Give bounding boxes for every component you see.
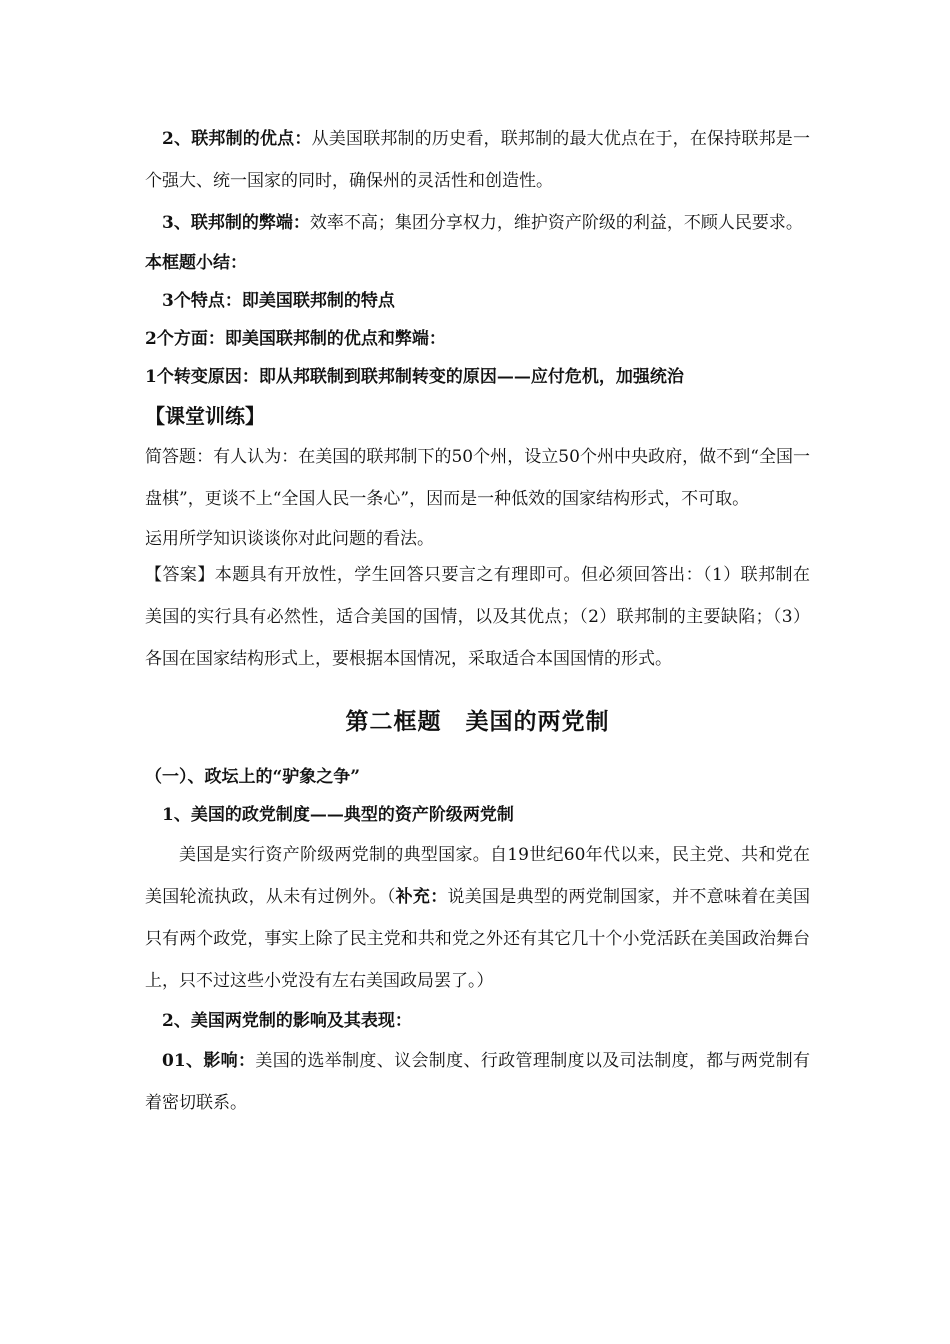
training-prompt: 运用所学知识谈谈你对此问题的看法。 (145, 529, 434, 549)
training-answer: 【答案】本题具有开放性，学生回答只要言之有理即可。但必须回答出：（1）联邦制在美国的实行具有必然性，适合美国的国情，以及其优点；（2）联邦制的主要缺陷；（3）各国在国家结构形式上，要根据本国情况，采取适合本国国情的形式。 (145, 565, 810, 669)
party-system-text-b: 说美国是典型的两党制国家，并不意味着在美国只有两个政党，事实上除了民主党和共和党之外还有其它几十个小党活跃在美国政治舞台上，只不过这些小党没有左右美国政局罢了。） (145, 887, 811, 991)
summary-line-3: 1个转变原因：即从邦联制到联邦制转变的原因——应付危机，加强统治 (145, 367, 684, 387)
federal-advantages-text: 从美国联邦制的历史看，联邦制的最大优点在于，在保持联邦是一个强大、统一国家的同时，确保州的灵活性和创造性。 (145, 129, 810, 191)
federal-disadvantages-paragraph (145, 202, 810, 244)
influence-paragraph (145, 1040, 810, 1124)
summary-title: 本框题小结： (145, 253, 247, 273)
influence-text: 美国的选举制度、议会制度、行政管理制度以及司法制度，都与两党制有着密切联系。 (145, 1051, 810, 1113)
frame2-title: 第二框题 美国的两党制 (345, 708, 610, 735)
party-system-text-a: 美国是实行资产阶级两党制的典型国家。自19世纪60年代以来，民主党、共和党在美国轮流执政，从未有过例外。（ (145, 845, 810, 907)
training-question: 简答题：有人认为：在美国的联邦制下的50个州，设立50个州中央政府，做不到“全国一盘棋”，更谈不上“全国人民一条心”，因而是一种低效的国家结构形式，不可取。 (145, 447, 810, 509)
document-page (145, 118, 810, 1124)
frame2-subsection-title: （一）、政坛上的“驴象之争” (145, 767, 361, 787)
party-system-paragraph (145, 834, 810, 1002)
federal-disadvantages-text: 效率不高；集团分享权力，维护资产阶级的利益，不顾人民要求。 (309, 213, 803, 233)
summary-line-1: 3个特点：即美国联邦制的特点 (162, 291, 395, 311)
federal-disadvantages-label: 3、联邦制的弊端： (162, 213, 310, 233)
federal-advantages-label: 2、联邦制的优点： (162, 129, 312, 149)
party-system-title: 1、美国的政党制度——典型的资产阶级两党制 (162, 805, 514, 825)
party-influence-title: 2、美国两党制的影响及其表现： (162, 1011, 412, 1031)
supplement-label: 补充： (395, 887, 448, 907)
federal-advantages-paragraph (145, 118, 810, 202)
training-title: 【课堂训练】 (145, 404, 265, 428)
summary-line-2: 2个方面：即美国联邦制的优点和弊端： (145, 329, 446, 349)
influence-label: 01、影响： (162, 1051, 256, 1071)
